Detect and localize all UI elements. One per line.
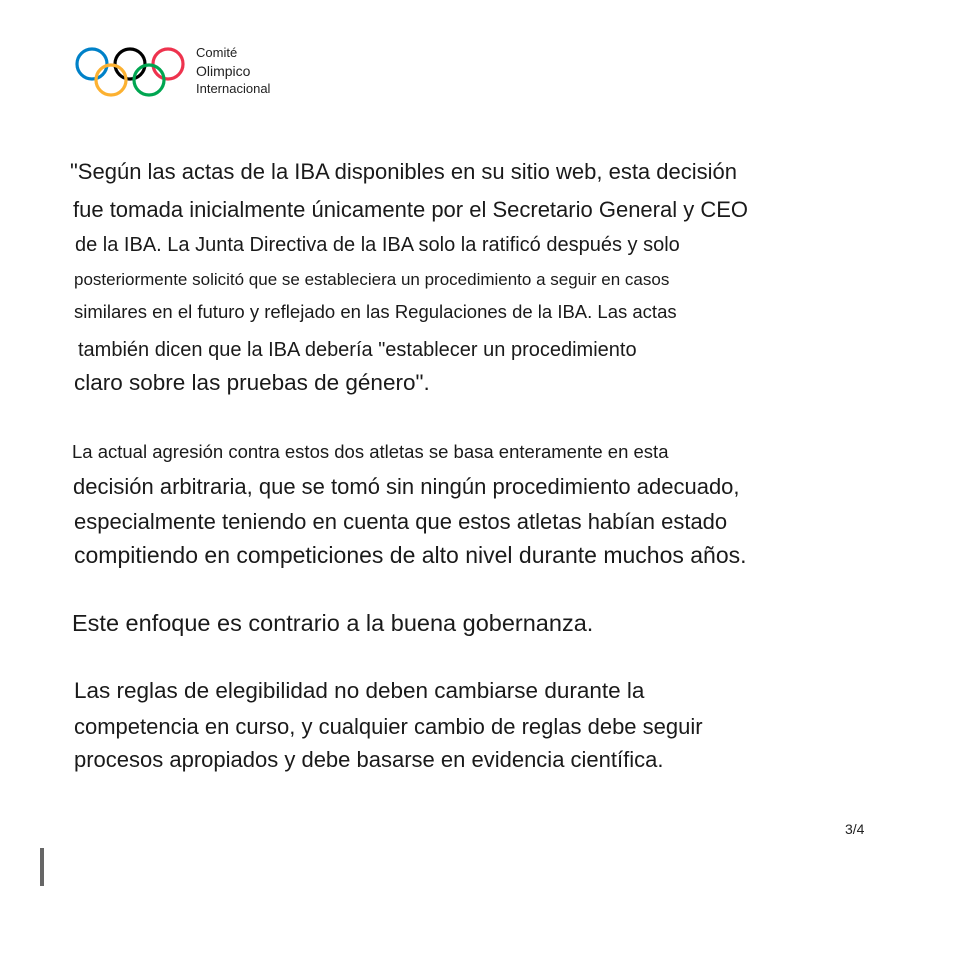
text-line: especialmente teniendo en cuenta que estos atletas habían estado: [74, 509, 728, 534]
text-line: competencia en curso, y cualquier cambio de reglas debe seguir: [74, 714, 703, 739]
text-line: similares en el futuro y reflejado en las Regulaciones de la IBA. Las actas: [74, 301, 677, 322]
text-line: de la IBA. La Junta Directiva de la IBA solo la ratificó después y solo: [75, 234, 680, 256]
text-line: fue tomada inicialmente únicamente por el Secretario General y CEO: [73, 197, 749, 222]
page-number: 3/4: [845, 821, 865, 837]
text-line: procesos apropiados y debe basarse en evidencia científica.: [74, 747, 664, 772]
text-line: compitiendo en competiciones de alto nivel durante muchos años.: [74, 542, 747, 568]
text-line: Las reglas de elegibilidad no deben cambiarse durante la: [74, 678, 645, 703]
text-line: también dicen que la IBA debería "establecer un procedimiento: [78, 339, 637, 361]
text-line: posteriormente solicitó que se estableciera un procedimiento a seguir en casos: [74, 270, 670, 289]
org-name-line-1: Comité: [196, 45, 238, 60]
org-name-line-2: Olimpico: [196, 63, 251, 79]
org-name-line-3: Internacional: [196, 81, 271, 96]
organization-name: [196, 44, 270, 98]
olympic-rings-logo: [74, 44, 188, 100]
text-line: claro sobre las pruebas de género".: [74, 370, 430, 395]
text-line: decisión arbitraria, que se tomó sin ningún procedimiento adecuado,: [73, 474, 740, 499]
text-line: "Según las actas de la IBA disponibles en su sitio web, esta decisión: [70, 159, 737, 184]
text-line: Este enfoque es contrario a la buena gobernanza.: [72, 610, 594, 636]
text-line: La actual agresión contra estos dos atletas se basa enteramente en esta: [72, 441, 669, 462]
text-cursor-marker: [40, 848, 44, 886]
